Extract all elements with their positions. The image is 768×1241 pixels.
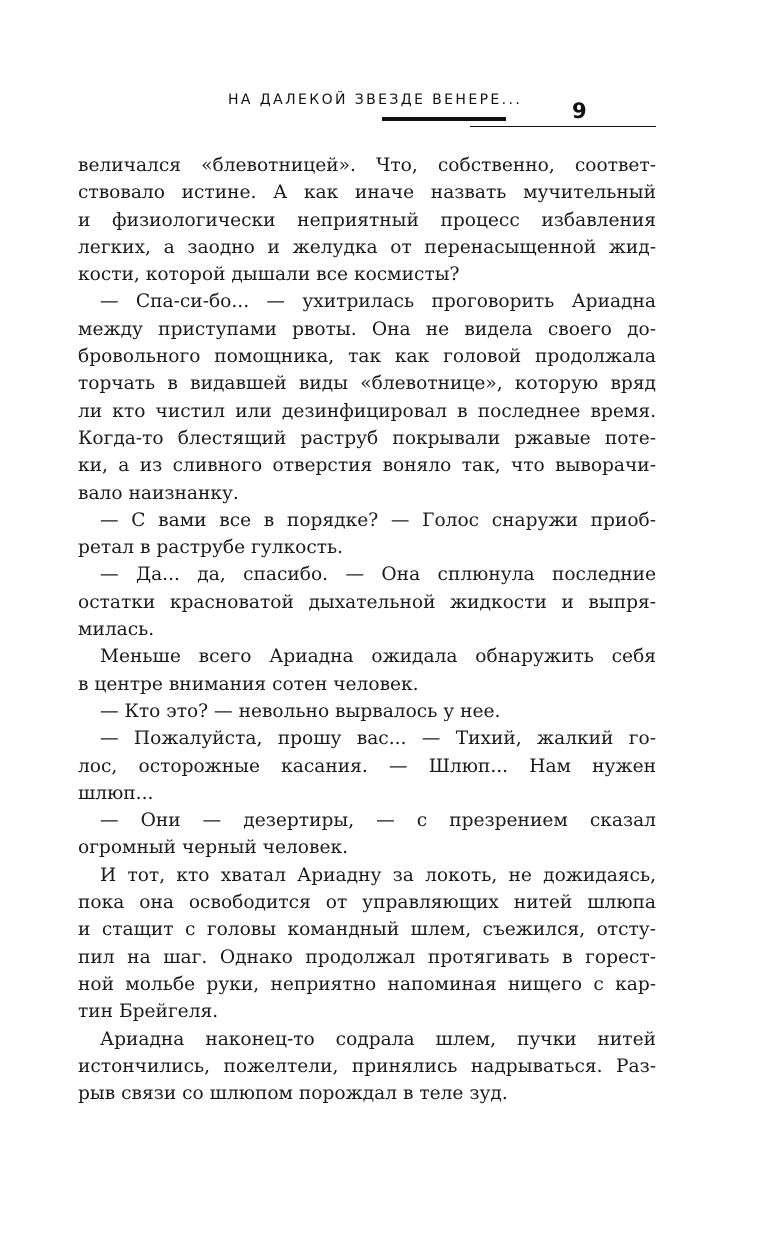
text-line: — Спа-си-бо... — ухитрилась проговорить Ариадна bbox=[100, 291, 656, 313]
running-head bbox=[0, 0, 768, 140]
text-line: Меньше всего Ариадна ожидала обнаружить себя bbox=[100, 646, 656, 668]
text-line: легких, а заодно и желудка от перенасыщенной жид- bbox=[78, 236, 656, 258]
header-rule bbox=[470, 126, 656, 127]
text-line: ретал в раструбе гулкость. bbox=[78, 537, 344, 559]
header-bar bbox=[382, 117, 506, 121]
text-line: и физиологически неприятный процесс избавления bbox=[78, 209, 656, 231]
text-line: пока она освободится от управляющих нитей шлюпа bbox=[78, 892, 656, 914]
text-line: — С вами все в порядке? — Голос снаружи приоб- bbox=[100, 509, 656, 531]
text-line: ки, а из сливного отверстия воняло так, что выворачи- bbox=[78, 455, 656, 477]
text-line: тин Брейгеля. bbox=[78, 1001, 219, 1023]
text-line: шлюп... bbox=[78, 782, 154, 804]
text-line: — Да... да, спасибо. — Она сплюнула последние bbox=[100, 564, 656, 586]
text-line: — Пожалуйста, прошу вас... — Тихий, жалкий го- bbox=[100, 728, 656, 750]
text-line: ствовало истине. А как иначе назвать мучительный bbox=[78, 182, 656, 204]
text-line: торчать в видавшей виды «блевотнице», которую вряд bbox=[78, 373, 656, 395]
running-title: НА ДАЛЕКОЙ ЗВЕЗДЕ ВЕНЕРЕ... bbox=[228, 92, 523, 108]
text-line: Ариадна наконец-то содрала шлем, пучки нитей bbox=[100, 1028, 656, 1050]
text-line: ной мольбе руки, неприятно напоминая нищего с кар- bbox=[78, 973, 656, 995]
text-line: ли кто чистил или дезинфицировал в последнее время. bbox=[78, 400, 656, 422]
text-line: бровольного помощника, так как головой продолжала bbox=[78, 346, 656, 368]
body-text bbox=[78, 152, 656, 1107]
text-line: величался «блевотницей». Что, собственно, соответ- bbox=[78, 155, 656, 176]
text-line: огромный черный человек. bbox=[78, 837, 348, 859]
text-line: вало наизнанку. bbox=[78, 482, 239, 504]
text-line: в центре внимания сотен человек. bbox=[78, 673, 419, 695]
text-line: остатки красноватой дыхательной жидкости и выпря- bbox=[78, 591, 656, 613]
page-number: 9 bbox=[572, 99, 587, 123]
text-line: истончились, пожелтели, принялись надрываться. Раз- bbox=[78, 1055, 656, 1077]
text-line: кости, которой дышали все космисты? bbox=[78, 264, 460, 286]
text-line: Когда-то блестящий раструб покрывали ржавые поте- bbox=[78, 427, 656, 449]
text-line: лос, осторожные касания. — Шлюп... Нам нужен bbox=[78, 755, 656, 777]
text-line: — Они — дезертиры, — с презрением сказал bbox=[100, 810, 656, 832]
text-line: между приступами рвоты. Она не видела своего до- bbox=[78, 318, 656, 340]
text-line: милась. bbox=[78, 619, 155, 641]
text-line: рыв связи со шлюпом порождал в теле зуд. bbox=[78, 1083, 508, 1105]
text-line: и стащит с головы командный шлем, съежился, отсту- bbox=[78, 919, 656, 941]
text-line: — Кто это? — невольно вырвалось у нее. bbox=[100, 700, 501, 722]
text-line: пил на шаг. Однако продолжал протягивать в горест- bbox=[78, 946, 656, 968]
text-line: И тот, кто хватал Ариадну за локоть, не дожидаясь, bbox=[100, 864, 656, 886]
